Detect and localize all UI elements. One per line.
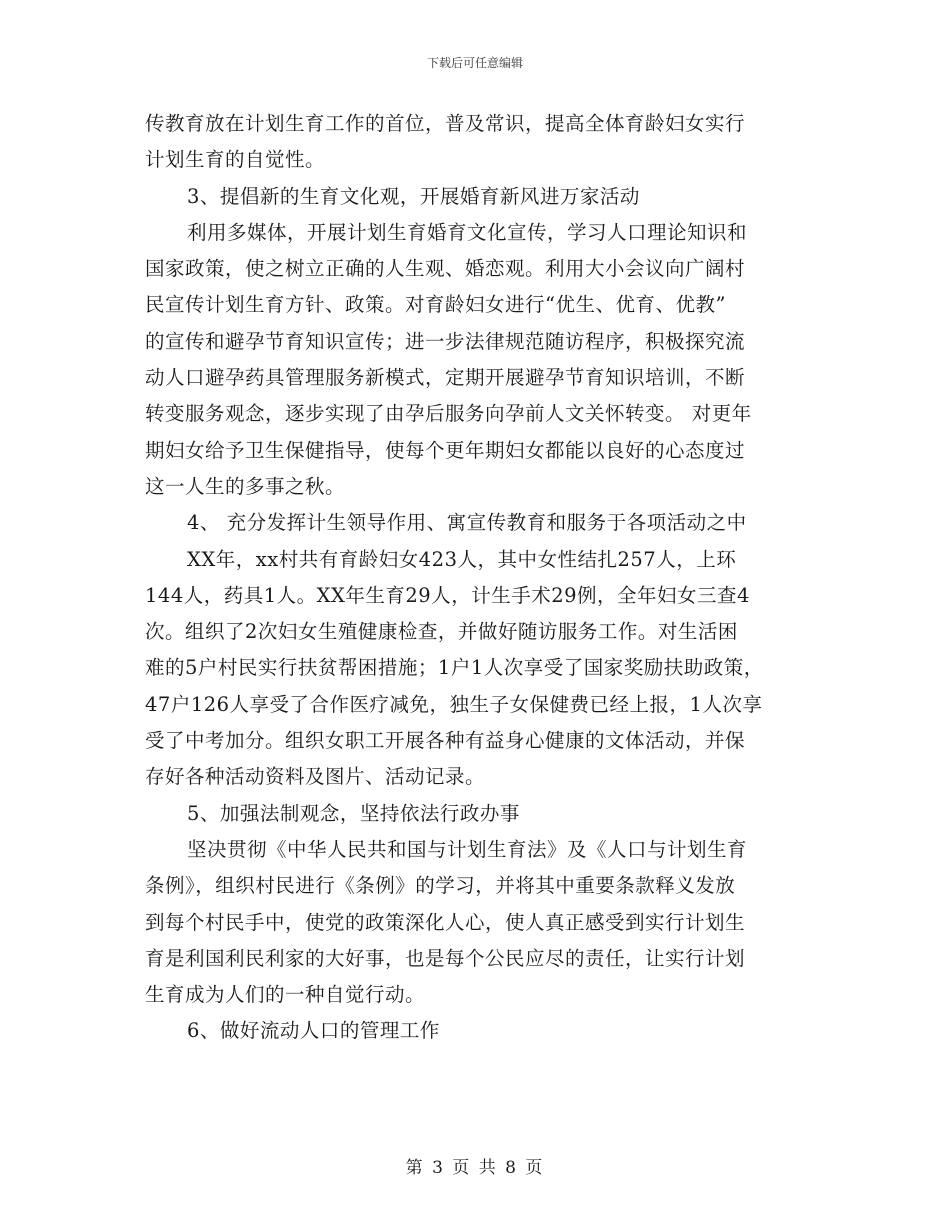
text-line: 计划生育的自觉性。 (145, 148, 326, 172)
text-line: 期妇女给予卫生保健指导，使每个更年期妇女都能以良好的心态度过 (145, 438, 746, 462)
text-line: 这一人生的多事之秋。 (145, 474, 346, 498)
text-line: 3、提倡新的生育文化观，开展婚育新风进万家活动 (187, 184, 640, 208)
text-line: 47户126人享受了合作医疗减免，独生子女保健费已经上报，1人次享 (145, 692, 763, 716)
text-line: 民宣传计划生育方针、政策。对育龄妇女进行“优生、优育、优教” (145, 293, 726, 317)
document-body (145, 106, 810, 1050)
text-line: 4、 充分发挥计生领导作用、寓宣传教育和服务于各项活动之中 (187, 511, 747, 535)
text-line: XX年，xx村共有育龄妇女423人，其中女性结扎257人，上环 (187, 547, 737, 571)
text-line: 转变服务观念，逐步实现了由孕后服务向孕前人文关怀转变。 对更年 (145, 402, 752, 426)
header-note: 下载后可任意编辑 (426, 56, 523, 70)
text-line: 144人，药具1人。XX年生育29人，计生手术29例，全年妇女三查4 (145, 583, 750, 607)
text-line: 难的5户村民实行扶贫帮困措施；1户1人次享受了国家奖励扶助政策， (145, 656, 764, 680)
text-line: 育是利国利民利家的大好事，也是每个公民应尽的责任，让实行计划 (145, 946, 746, 970)
text-line: 生育成为人们的一种自觉行动。 (145, 983, 426, 1007)
text-line: 的宣传和避孕节育知识宣传；进一步法律规范随访程序，积极探究流 (145, 329, 746, 353)
text-line: 次。组织了2次妇女生殖健康检查，并做好随访服务工作。对生活困 (145, 620, 738, 644)
text-line: 条例》，组织村民进行《条例》的学习，并将其中重要条款释义发放 (145, 874, 736, 898)
text-line: 5、加强法制观念，坚持依法行政办事 (187, 801, 520, 825)
text-line: 存好各种活动资料及图片、活动记录。 (145, 765, 486, 789)
text-line: 传教育放在计划生育工作的首位，普及常识，提高全体育龄妇女实行 (145, 112, 746, 135)
page-number: 第 3 页 共 8 页 (405, 1158, 545, 1178)
text-line: 6、做好流动人口的管理工作 (187, 1019, 440, 1043)
text-line: 坚决贯彻《中华人民共和国与计划生育法》及《人口与计划生育 (187, 837, 748, 861)
text-line: 受了中考加分。组织女职工开展各种有益身心健康的文体活动，并保 (145, 729, 746, 753)
text-line: 到每个村民手中，使党的政策深化人心，使人真正感受到实行计划生 (145, 910, 746, 934)
text-line: 动人口避孕药具管理服务新模式，定期开展避孕节育知识培训，不断 (145, 366, 746, 390)
text-line: 利用多媒体，开展计划生育婚育文化宣传，学习人口理论知识和 (187, 220, 748, 244)
text-line: 国家政策，使之树立正确的人生观、婚恋观。利用大小会议向广阔村 (145, 257, 746, 281)
